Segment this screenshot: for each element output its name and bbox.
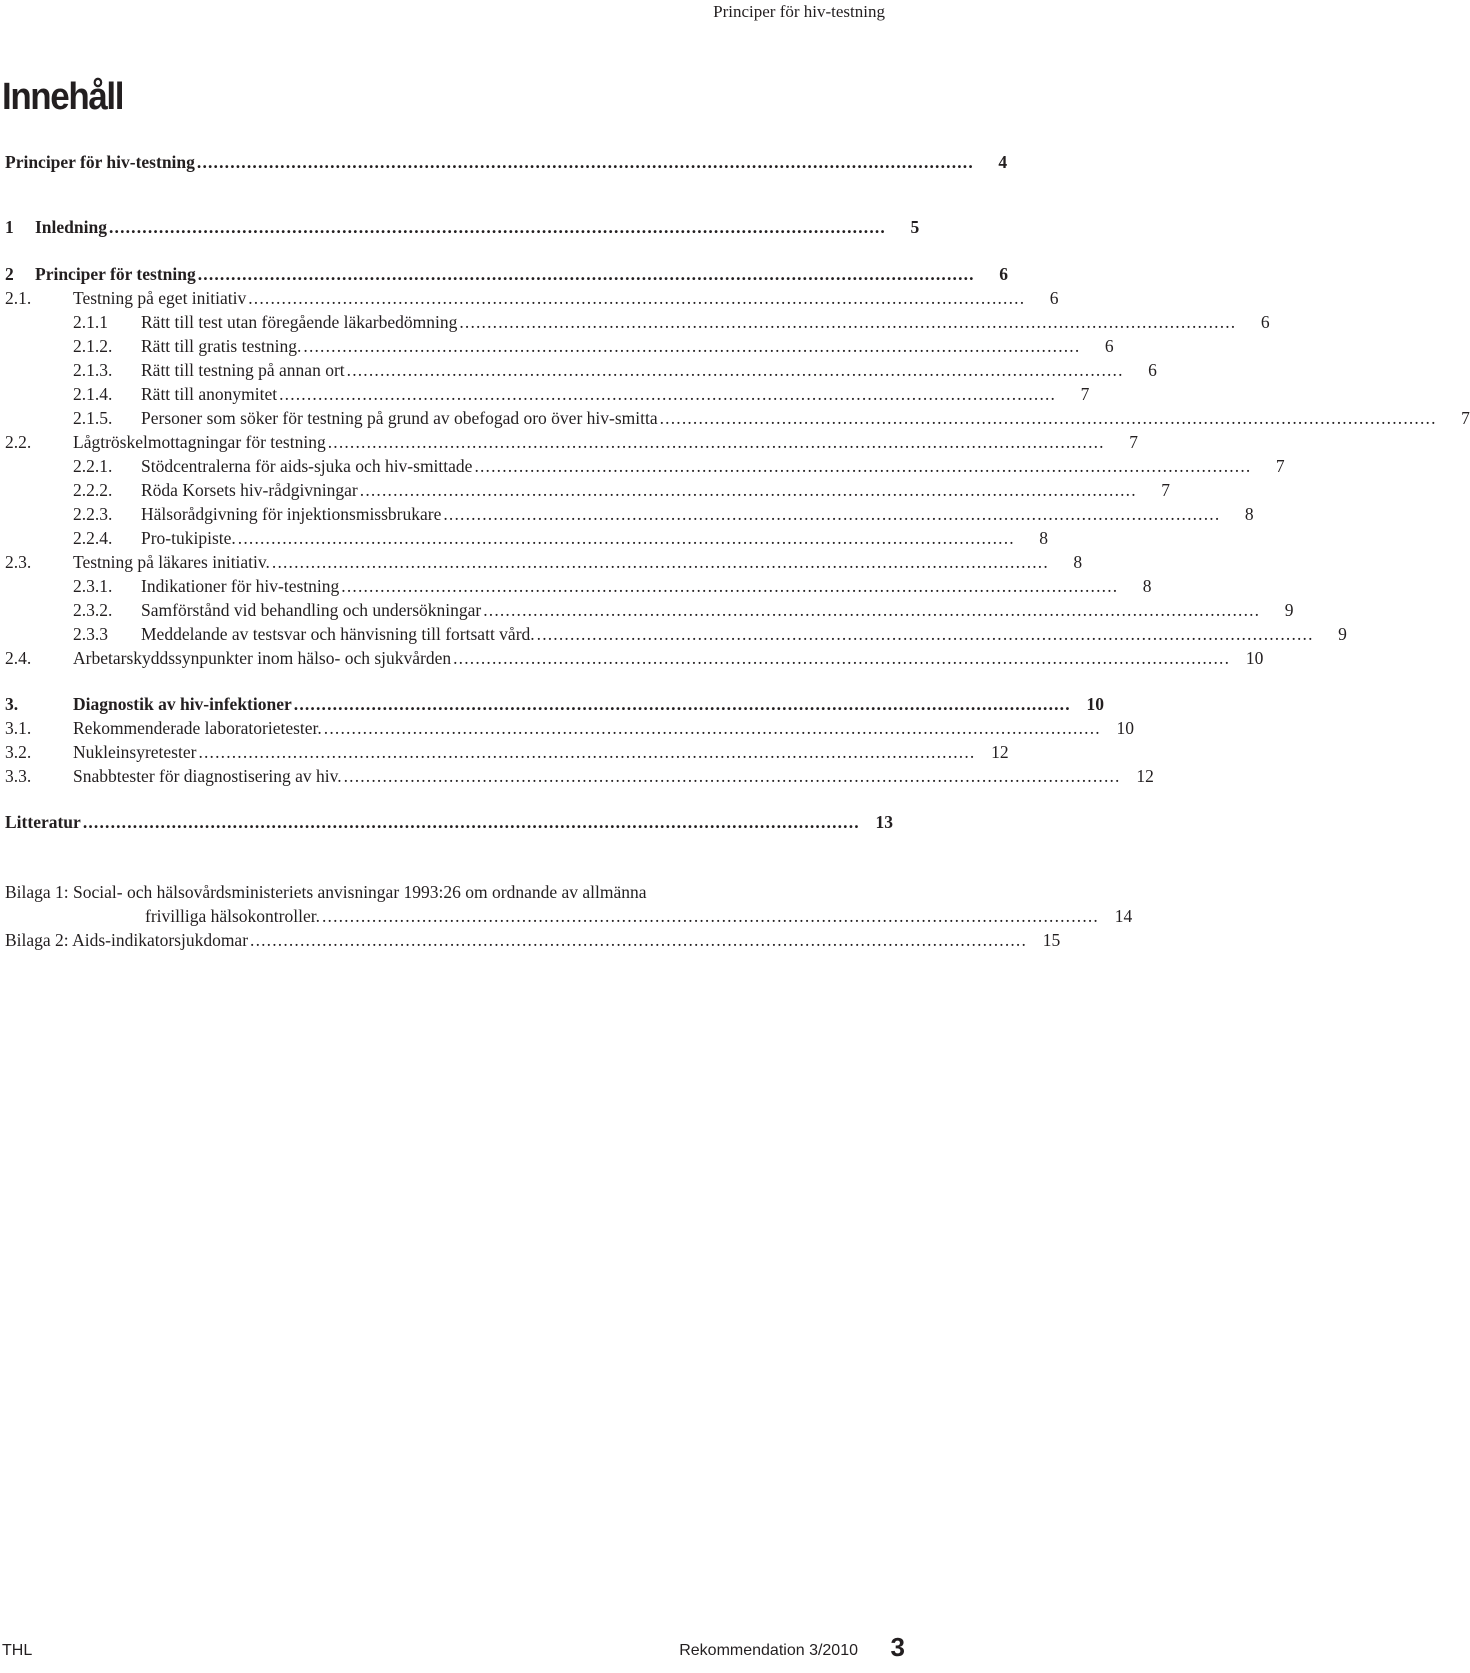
toc-entry-page: 5 [910,217,920,237]
toc-entry-page: 13 [875,812,894,832]
toc-entry[interactable] [5,692,1105,716]
toc-entry-title: Principer för testning [35,264,196,284]
toc-entry-number: 3.1. [5,718,32,738]
toc-entry-number: 2.1.3. [73,360,113,380]
toc-entry-title: Rätt till testning på annan ort [141,360,345,380]
toc-entry[interactable] [5,150,1008,174]
toc-entry-title: Inledning [35,217,107,237]
toc-entry[interactable] [5,646,1264,670]
toc-leader-dots [658,406,1434,430]
toc-entry-number: 2.1.4. [73,384,113,404]
footer-series: Rekommendation 3/2010 [679,1642,858,1659]
toc-entry[interactable] [73,478,1170,502]
toc-entry-title: Snabbtester för diagnostisering av hiv. [73,766,342,786]
toc-entry-number: 1 [5,217,14,237]
toc-entry-page: 7 [1080,384,1090,404]
footer-publisher: THL [2,1642,33,1659]
toc-entry-number: 2 [5,264,14,284]
toc-leader-dots [81,810,857,834]
toc-leader-dots [535,622,1311,646]
toc-entry-title: Principer för hiv-testning [5,152,195,172]
toc-entry[interactable] [73,574,1152,598]
toc-entry-page: 10 [1086,694,1105,714]
toc-entry-page: 14 [1114,906,1133,926]
toc-entry-page: 9 [1284,600,1294,620]
toc-entry-appendix-1-line2[interactable] [145,904,1133,928]
toc-leader-dots [195,150,971,174]
toc-entry[interactable] [73,526,1049,550]
toc-leader-dots [441,502,1217,526]
toc-entry-number: 3. [5,694,19,714]
toc-entry[interactable] [5,550,1083,574]
toc-entry-title: Diagnostik av hiv-infektioner [73,694,292,714]
toc-leader-dots [451,646,1227,670]
toc-entry-title: Nukleinsyretester [73,742,197,762]
toc-entry-title: Lågtröskelmottagningar för testning [73,432,326,452]
toc-entry-number: 2.2.4. [73,528,113,548]
toc-entry[interactable] [73,598,1294,622]
toc-entry-title: Rätt till anonymitet [141,384,278,404]
toc-entry[interactable] [5,740,1009,764]
toc-entry-number: 2.2.1. [73,456,113,476]
toc-entry-title: Pro-tukipiste. [141,528,236,548]
toc-entry-number: 2.3.2. [73,600,113,620]
toc-leader-dots [358,478,1134,502]
toc-entry[interactable] [73,382,1090,406]
toc-entry-number: 2.1.5. [73,408,113,428]
toc-leader-dots [246,286,1022,310]
toc-entry-page: 8 [1039,528,1049,548]
toc-leader-dots [342,764,1118,788]
toc-leader-dots [322,716,1098,740]
toc-heading: Innehåll [2,76,124,118]
toc-entry-title: Indikationer för hiv-testning [141,576,340,596]
toc-leader-dots [270,550,1046,574]
toc-leader-dots [196,740,972,764]
toc-leader-dots [292,692,1068,716]
toc-entry[interactable] [73,502,1254,526]
toc-entry-title: Rätt till test utan föregående läkarbedömning [141,312,458,332]
toc-entry[interactable] [73,622,1347,646]
toc-entry-title: Hälsorådgivning för injektionsmissbrukare [141,504,442,524]
toc-entry-number: 2.3.3 [73,624,108,644]
toc-entry[interactable] [5,810,894,834]
toc-entry-number: 3.3. [5,766,32,786]
toc-entry-page: 7 [1161,480,1170,500]
toc-leader-dots [481,598,1257,622]
toc-entry-number: 2.2.3. [73,504,113,524]
page-number: 3 [890,1632,905,1662]
toc-entry-title: Personer som söker för testning på grund av obefogad oro över hiv-smitta [141,408,658,428]
toc-entry-number: 2.2. [5,432,32,452]
toc-entry-page: 6 [1104,336,1114,356]
toc-entry-number: 2.3. [5,552,32,572]
toc-entry-page: 10 [1116,718,1135,738]
toc-entry-number: 2.1. [5,288,32,308]
toc-leader-dots [345,358,1121,382]
toc-entry-number: 2.4. [5,648,32,668]
toc-entry-page: 7 [1461,408,1470,428]
toc-entry-page: 9 [1338,624,1347,644]
toc-entry-title: Meddelande av testsvar och hänvisning till fortsatt vård. [141,624,535,644]
toc-entry-page: 10 [1245,648,1264,668]
toc-entry[interactable] [73,406,1470,430]
toc-leader-dots [472,454,1248,478]
toc-entry-page: 7 [1275,456,1285,476]
toc-entry-page: 6 [999,264,1008,284]
toc-entry-title: Rätt till gratis testning. [141,336,302,356]
toc-entry-page: 8 [1244,504,1254,524]
toc-entry-title: Rekommenderade laboratorietester. [73,718,322,738]
toc-entry-number: 2.1.2. [73,336,113,356]
toc-entry-page: 15 [1042,930,1061,950]
toc-entry-title: Testning på eget initiativ [73,288,247,308]
toc-entry-number: 2.3.1. [73,576,113,596]
toc-entry[interactable] [5,430,1138,454]
toc-entry-title: frivilliga hälsokontroller. [145,906,320,926]
toc-leader-dots [277,382,1053,406]
toc-entry-page: 7 [1129,432,1138,452]
toc-entry[interactable] [5,928,1061,952]
toc-entry[interactable] [73,310,1270,334]
toc-entry-page: 12 [991,742,1009,762]
toc-entry-number: 2.2.2. [73,480,113,500]
toc-entry[interactable] [5,286,1059,310]
toc-entry-page: 6 [1260,312,1270,332]
toc-entry[interactable] [5,716,1135,740]
toc-leader-dots [196,262,972,286]
toc-entry-appendix-1-line1[interactable] [5,880,880,904]
toc-entry[interactable] [73,358,1157,382]
toc-entry-title: Samförstånd vid behandling och undersökningar [141,600,482,620]
toc-entry-number: 3.2. [5,742,32,762]
toc-entry[interactable] [5,262,1008,286]
toc-leader-dots [236,526,1012,550]
toc-entry-title: Arbetarskyddssynpunkter inom hälso- och sjukvården [73,648,452,668]
toc-entry-title: Litteratur [5,812,81,832]
toc-entry-title: Stödcentralerna för aids-sjuka och hiv-smittade [141,456,473,476]
toc-entry-number: 2.1.1 [73,312,108,332]
toc-entry-title: Bilaga 1: Social- och hälsovårdsministeriets anvisningar 1993:26 om ordnande av allmänna [5,882,647,902]
toc-entry[interactable] [73,334,1114,358]
toc-leader-dots [107,215,883,239]
toc-entry[interactable] [5,215,920,239]
toc-leader-dots [320,904,1096,928]
toc-entry-page: 4 [998,152,1008,172]
toc-leader-dots [457,310,1233,334]
toc-leader-dots [326,430,1102,454]
toc-entry-page: 6 [1148,360,1157,380]
toc-entry-page: 6 [1049,288,1059,308]
toc-leader-dots [301,334,1077,358]
toc-entry-page: 8 [1073,552,1083,572]
toc-leader-dots [339,574,1115,598]
toc-entry-page: 8 [1142,576,1152,596]
running-head: Principer för hiv-testning [713,2,885,21]
toc-entry[interactable] [5,764,1154,788]
toc-leader-dots [248,928,1024,952]
toc-entry[interactable] [73,454,1285,478]
toc-entry-title: Röda Korsets hiv-rådgivningar [141,480,358,500]
toc-entry-page: 12 [1136,766,1154,786]
toc-entry-title: Bilaga 2: Aids-indikatorsjukdomar [5,930,249,950]
toc-entry-title: Testning på läkares initiativ. [73,552,270,572]
